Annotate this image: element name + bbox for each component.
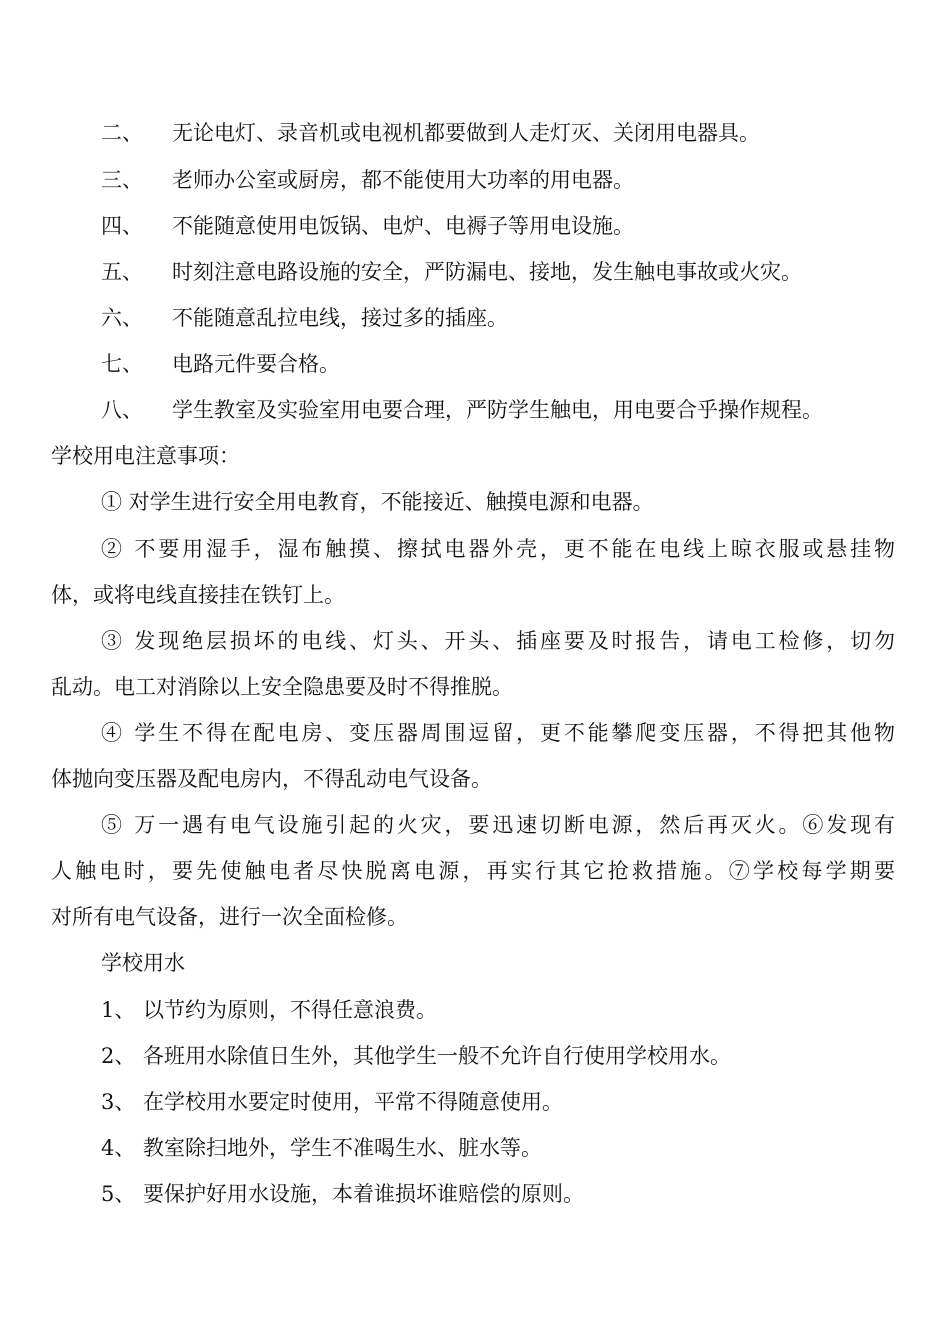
list-item-text: 无论电灯、录音机或电视机都要做到人走灯灭、关闭用电器具。 [172,121,760,145]
list-item [0,387,950,433]
note-text: 人触电时，要先使触电者尽快脱离电源，再实行其它抢救措施。⑦学校每学期要 [51,859,895,883]
list-item-text: 老师办公室或厨房，都不能使用大功率的用电器。 [172,168,634,192]
list-item-number: 二、 [101,121,143,145]
list-item-text: 不能随意乱拉电线，接过多的插座。 [172,306,508,330]
list-item [0,1033,950,1079]
list-item [0,110,950,156]
paragraph-line [0,802,950,848]
list-item-number: 六、 [101,306,143,330]
section-heading [0,433,950,479]
note-text: ① 对学生进行安全用电教育，不能接近、触摸电源和电器。 [101,490,654,514]
list-item [0,1171,950,1217]
note-text: ② 不要用湿手，湿布触摸、擦拭电器外壳，更不能在电线上晾衣服或悬挂物 [101,537,895,561]
list-item-text: 以节约为原则，不得任意浪费。 [143,998,437,1022]
list-item [0,1125,950,1171]
paragraph-line [0,664,950,710]
note-text: 乱动。电工对消除以上安全隐患要及时不得推脱。 [51,675,513,699]
list-item-number: 5、 [101,1182,136,1206]
list-item-text: 教室除扫地外，学生不准喝生水、脏水等。 [143,1136,542,1160]
list-item-text: 在学校用水要定时使用，平常不得随意使用。 [143,1090,563,1114]
paragraph-line [0,618,950,664]
paragraph-line [0,848,950,894]
list-item-number: 八、 [101,398,143,422]
note-text: ④ 学生不得在配电房、变压器周围逗留，更不能攀爬变压器，不得把其他物 [101,721,895,745]
list-item-text: 时刻注意电路设施的安全，严防漏电、接地，发生触电事故或火灾。 [172,260,802,284]
list-item-number: 2、 [101,1044,136,1068]
note-text: 对所有电气设备，进行一次全面检修。 [51,905,408,929]
list-item-text: 学生教室及实验室用电要合理，严防学生触电，用电要合乎操作规程。 [172,398,823,422]
list-item [0,295,950,341]
list-item-number: 七、 [101,352,143,376]
list-item [0,341,950,387]
section-title-water: 学校用水 [101,951,185,975]
note-text: ③ 发现绝层损坏的电线、灯头、开头、插座要及时报告，请电工检修，切勿 [101,629,895,653]
list-item [0,203,950,249]
list-item-number: 四、 [101,214,143,238]
list-item-number: 4、 [101,1136,136,1160]
list-item-text: 要保护好用水设施，本着谁损坏谁赔偿的原则。 [143,1182,584,1206]
list-item-number: 1、 [101,998,136,1022]
paragraph-line [0,710,950,756]
paragraph-line [0,526,950,572]
list-item-number: 五、 [101,260,143,284]
list-item-number: 三、 [101,168,143,192]
paragraph-line [0,572,950,618]
section-title-electric: 学校用电注意事项： [51,444,240,468]
paragraph-line [0,756,950,802]
list-item [0,987,950,1033]
section-heading [0,940,950,986]
list-item [0,157,950,203]
list-item [0,249,950,295]
note-text: 体，或将电线直接挂在铁钉上。 [51,583,345,607]
list-item [0,1079,950,1125]
list-item-number: 3、 [101,1090,136,1114]
list-item-text: 各班用水除值日生外，其他学生一般不允许自行使用学校用水。 [143,1044,731,1068]
list-item-text: 电路元件要合格。 [172,352,340,376]
paragraph-line [0,479,950,525]
list-item-text: 不能随意使用电饭锅、电炉、电褥子等用电设施。 [172,214,634,238]
paragraph-line [0,894,950,940]
note-text: 体抛向变压器及配电房内，不得乱动电气设备。 [51,767,492,791]
note-text: ⑤ 万一遇有电气设施引起的火灾，要迅速切断电源，然后再灭火。⑥发现有 [101,813,895,837]
